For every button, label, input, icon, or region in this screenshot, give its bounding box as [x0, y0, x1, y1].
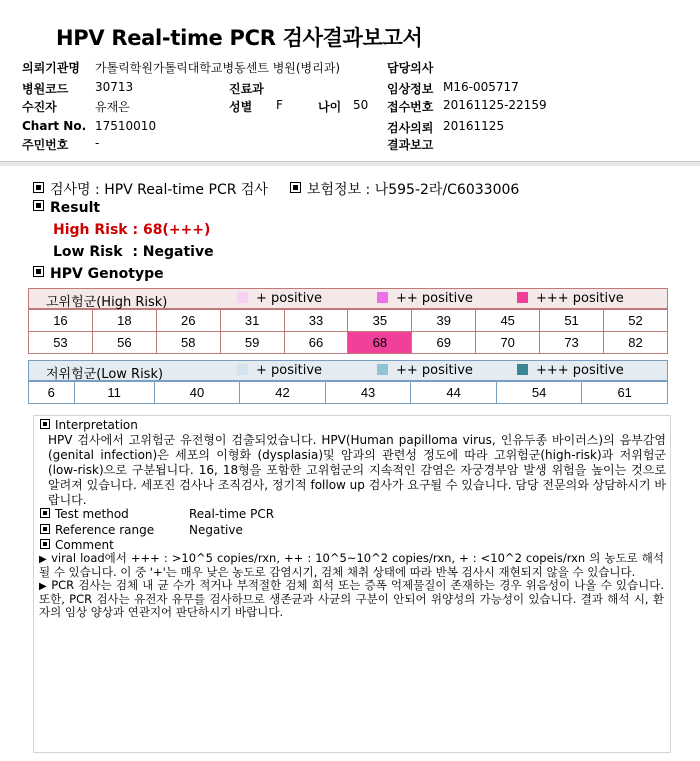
genotype-cell: 51: [540, 310, 604, 332]
plusplusplus-swatch-icon: [517, 364, 528, 375]
genotype-cell: 52: [604, 310, 668, 332]
genotype-cell: 35: [348, 310, 412, 332]
genotype-cell: 69: [412, 332, 476, 354]
institution-value: 가톨릭학원가톨릭대학교병동센트 병원(병리과): [95, 61, 341, 75]
clinical-value: M16-005717: [443, 80, 519, 94]
plusplus-swatch-icon: [377, 292, 388, 303]
low-legend-plusplusplus: +++ positive: [517, 363, 624, 378]
bullet-icon: [33, 200, 44, 211]
doctor-label: 담당의사: [387, 61, 434, 75]
plusplusplus-swatch-icon: [517, 292, 528, 303]
low-risk-result: Low Risk : Negative: [53, 244, 214, 260]
genotype-cell: 70: [476, 332, 540, 354]
genotype-cell: 26: [156, 310, 220, 332]
bullet-icon: [40, 419, 50, 429]
genotype-cell: 56: [92, 332, 156, 354]
reference-range-value: Negative: [189, 523, 243, 537]
genotype-cell: 43: [325, 382, 411, 404]
plus-swatch-icon: [237, 292, 248, 303]
high-legend-plusplusplus: +++ positive: [517, 291, 624, 306]
table-row: [29, 310, 668, 332]
test-name: 검사명 : HPV Real-time PCR 검사: [33, 179, 268, 199]
clinical-label: 임상정보: [387, 82, 434, 96]
hospital-code-label: 병원코드: [22, 82, 69, 96]
high-risk-result: High Risk : 68(+++): [53, 222, 211, 238]
request-label: 검사의뢰: [387, 121, 434, 135]
report-label: 결과보고: [387, 138, 434, 152]
patient-value: 유재은: [95, 100, 130, 114]
low-legend-plus: + positive: [237, 363, 322, 378]
genotype-cell: 33: [284, 310, 348, 332]
genotype-cell: 58: [156, 332, 220, 354]
resident-value: -: [95, 136, 100, 150]
genotype-cell: 39: [412, 310, 476, 332]
genotype-cell: 66: [284, 332, 348, 354]
hospital-code-value: 30713: [95, 80, 134, 94]
genotype-cell: 54: [496, 382, 582, 404]
comment-label: Comment: [40, 538, 114, 552]
test-method-label: Test method: [40, 507, 129, 521]
header-divider: [0, 161, 700, 166]
genotype-cell: 11: [74, 382, 154, 404]
bullet-icon: [40, 508, 50, 518]
department-label: 진료과: [229, 82, 264, 96]
sex-label: 성별: [229, 100, 253, 114]
high-legend-plus: + positive: [237, 291, 322, 306]
reference-range-label: Reference range: [40, 523, 154, 537]
genotype-cell: 45: [476, 310, 540, 332]
triangle-bullet-icon: ▶: [39, 554, 48, 565]
genotype-cell: 40: [154, 382, 240, 404]
genotype-cell: 59: [220, 332, 284, 354]
bullet-icon: [33, 266, 44, 277]
genotype-heading: HPV Genotype: [33, 266, 164, 282]
bullet-icon: [40, 524, 50, 534]
request-value: 20161125: [443, 119, 505, 133]
low-risk-title: 저위험군(Low Risk): [46, 367, 164, 382]
institution-label: 의뢰기관명: [22, 61, 80, 75]
comment-item-1: ▶ viral load에서 +++ : >10^5 copies/rxn, ++ : 10^5~10^2 copies/rxn, + : <10^2 copeis/rxn 의 농도로 해석될 수 있습니다. 이 중 '+'는 매우 낮은 농도로 감염시기, 검체 채취 상태에 따라 반복 검사시 재현되지 않을 수 있습니다.: [39, 551, 664, 579]
triangle-bullet-icon: ▶: [39, 581, 48, 592]
age-value: 50: [353, 98, 369, 112]
comment-item-2: ▶ PCR 검사는 검체 내 균 수가 적거나 부적절한 검체 희석 또는 증폭 억제물질이 존재하는 경우 위음성이 나올 수 있습니다. 또한, PCR 검사는 유전자 유무를 검사하므로 생존균과 사균의 구분이 안되어 위양성의 가능성이 있습니다. 결과 해석 시, 환자의 임상 양상과 연관지어 판단하시기 바랍니다.: [39, 578, 664, 619]
plusplus-swatch-icon: [377, 364, 388, 375]
genotype-cell: 73: [540, 332, 604, 354]
resident-label: 주민번호: [22, 138, 69, 152]
report-title: HPV Real-time PCR 검사결과보고서: [56, 26, 423, 50]
genotype-cell: 31: [220, 310, 284, 332]
genotype-cell: 6: [29, 382, 75, 404]
genotype-cell: 53: [29, 332, 93, 354]
high-risk-genotype-table: [28, 309, 668, 354]
receipt-label: 접수번호: [387, 100, 434, 114]
genotype-cell-positive: 68: [348, 332, 412, 354]
plus-swatch-icon: [237, 364, 248, 375]
genotype-cell: 82: [604, 332, 668, 354]
genotype-cell: 44: [411, 382, 497, 404]
bullet-icon: [290, 182, 301, 193]
chart-label: Chart No.: [22, 119, 87, 133]
bullet-icon: [33, 182, 44, 193]
patient-label: 수진자: [22, 100, 57, 114]
high-risk-title: 고위험군(High Risk): [46, 295, 168, 310]
sex-value: F: [276, 98, 283, 112]
genotype-cell: 18: [92, 310, 156, 332]
chart-value: 17510010: [95, 119, 157, 133]
genotype-cell: 42: [240, 382, 326, 404]
genotype-cell: 16: [29, 310, 93, 332]
interpretation-box: [33, 415, 671, 753]
bullet-icon: [40, 539, 50, 549]
interpretation-text: HPV 검사에서 고위험군 유전형이 검출되었습니다. HPV(Human papilloma virus, 인유두종 바이러스)의 음부감염(genital infection)은 세포의 이형화 (dysplasia)및 암과의 관련성 정도에 따라 고위험군(high-risk)과 저위험군(low-risk)으로 구분됩니다. 16, 18형을 포함한 고위험군의 지속적인 감염은 자궁경부암 발생 위험을 높이는 것으로 알려져 있습니다. 세포진 검사나 조직검사, 정기적 follow up 검사가 요구될 수 있습니다. 담당 전문의와 상담하시기 바랍니다.: [48, 433, 666, 507]
genotype-cell: 61: [582, 382, 668, 404]
table-row: [29, 382, 668, 404]
receipt-value: 20161125-22159: [443, 98, 547, 112]
low-legend-plusplus: ++ positive: [377, 363, 473, 378]
age-label: 나이: [318, 100, 342, 114]
interpretation-heading: Interpretation: [40, 418, 138, 432]
insurance-info: 보험정보 : 나595-2라/C6033006: [290, 179, 519, 199]
low-risk-genotype-table: [28, 381, 668, 404]
result-heading: Result: [33, 200, 100, 216]
test-method-value: Real-time PCR: [189, 507, 275, 521]
high-legend-plusplus: ++ positive: [377, 291, 473, 306]
table-row: [29, 332, 668, 354]
